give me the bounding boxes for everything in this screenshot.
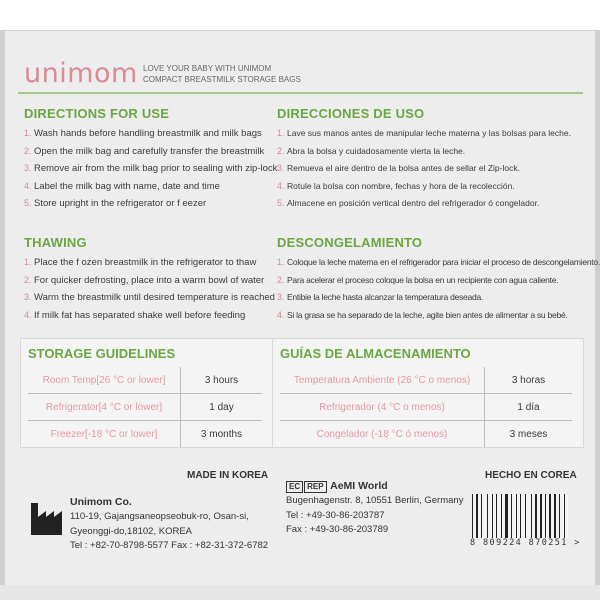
barcode-bar (564, 494, 565, 538)
barcode-bar (498, 494, 500, 538)
manufacturer-line-3: Tel : +82-70-8798-5577 Fax : +82-31-372-6782 (70, 540, 269, 551)
list-item: 1. Place the f ozen breastmilk in the refrigerator to thaw (24, 257, 257, 268)
barcode-bar (481, 494, 482, 538)
directions-en-title: DIRECTIONS FOR USE (24, 106, 170, 121)
barcode-bar (518, 494, 519, 538)
storage-time: 1 día (485, 394, 573, 421)
barcode-number: 8 809224 870251 > (470, 538, 581, 548)
list-item: 3. Remove air from the milk bag prior to sealing with zip-lock (24, 163, 278, 174)
barcode-bar (561, 494, 563, 538)
ec-rep-line-1: Bugenhagenstr. 8, 10551 Berlin, Germany (286, 495, 464, 506)
barcode-bar (479, 494, 480, 538)
barcode-bar (516, 494, 517, 538)
storage-en-title: STORAGE GUIDELINES (28, 346, 176, 361)
barcode-bar (554, 494, 556, 538)
barcode-bar (533, 494, 534, 538)
barcode-bar (566, 494, 567, 538)
barcode-bar (503, 494, 504, 538)
header-divider (18, 92, 583, 94)
list-item: 3. Entibie la leche hasta alcanzar la temperatura deseada. (277, 292, 484, 302)
barcode-bar (549, 494, 552, 538)
table-row (28, 394, 262, 421)
ec-rep-address (286, 478, 463, 538)
storage-es-table (280, 367, 572, 447)
barcode-bar (509, 494, 510, 538)
barcode-bar (505, 494, 508, 538)
box-bottom-edge (0, 585, 600, 600)
barcode-bar (543, 494, 544, 538)
barcode-bar (492, 494, 493, 538)
barcode-bar (494, 494, 495, 538)
barcode-bar (496, 494, 498, 538)
thawing-en-section (24, 235, 274, 324)
barcode-bar (545, 494, 546, 538)
made-in-label: MADE IN KOREA (187, 470, 269, 481)
barcode-bar (483, 494, 486, 538)
storage-place: Temperatura Ambiente (26 °C o menos) (280, 367, 485, 394)
table-row (280, 367, 572, 394)
brand-logo: unimom (24, 58, 138, 89)
list-item: 5. Almacene en posición vertical dentro del refrigerador ó congelador. (277, 198, 540, 208)
ec-rep-name: AeMI World (330, 480, 388, 492)
barcode-bar (525, 494, 526, 538)
list-item: 1. Lave sus manos antes de manipular leche materna y las bolsas para leche. (277, 128, 571, 138)
barcode-bar (474, 494, 475, 538)
thawing-en-title: THAWING (24, 235, 87, 250)
ec-rep-line-2: Tel : +49-30-86-203787 (286, 509, 385, 521)
manufacturer-line-1: 110-19, Gajangsaneopseobuk-ro, Osan-si, (70, 511, 249, 522)
list-item: 4. Rotule la bolsa con nombre, fechas y hora de la recolección. (277, 180, 515, 191)
slogan-line-2: COMPACT BREASTMILK STORAGE BAGS (143, 75, 301, 84)
brand-slogan (143, 63, 301, 85)
storage-place: Refrigerator[4 °C or lower] (28, 394, 181, 421)
list-item: 1. Coloque la leche materna en el refrigerador para iniciar el proceso de descongelamiento. (277, 257, 600, 267)
barcode-bar (511, 494, 512, 538)
list-item: 4. If milk fat has separated shake well before feeding (24, 309, 246, 321)
list-item: 4. Si la grasa se ha separado de la leche, agite bien antes de alimentar a su bebé. (277, 309, 568, 320)
storage-place: Freezer[-18 °C or lower] (28, 421, 181, 448)
list-item: 2. For quicker defrosting, place into a warm bowl of water (24, 274, 265, 286)
storage-time: 3 hours (181, 367, 263, 394)
manufacturer-address (70, 494, 268, 554)
thawing-es-section (277, 235, 600, 324)
list-item: 2. Open the milk bag and carefully transfer the breastmilk (24, 145, 265, 157)
barcode-bar (487, 494, 488, 538)
storage-time: 1 day (181, 394, 263, 421)
barcode-bar (531, 494, 532, 538)
barcode-bar (538, 494, 539, 538)
barcode-bar (520, 494, 521, 538)
directions-es-list (277, 125, 587, 213)
barcode-bar (557, 494, 558, 538)
list-item: 3. Warm the breastmilk until desired temperature is reached (24, 292, 275, 303)
directions-es-title: DIRECCIONES DE USO (277, 106, 425, 121)
storage-place: Refrigerador (4 °C o menos) (280, 394, 485, 421)
list-item: 1. Wash hands before handling breastmilk and milk bags (24, 128, 262, 139)
barcode-bar (476, 494, 478, 538)
barcode-bar (513, 494, 515, 538)
table-row (280, 421, 572, 448)
directions-es-section (277, 106, 587, 213)
barcode-bar (522, 494, 524, 538)
directions-en-list (24, 125, 278, 213)
barcode-bar (501, 494, 502, 538)
list-item: 5. Store upright in the refrigerator or f eezer (24, 198, 207, 209)
storage-place: Room Temp[26 °C or lower] (28, 367, 181, 394)
list-item: 2. Abra la bolsa y cuidadosamente vierta la leche. (277, 145, 466, 156)
storage-es-title: GUÍAS DE ALMACENAMIENTO (280, 346, 471, 361)
list-item: 4. Label the milk bag with name, date and time (24, 180, 220, 192)
table-row (28, 421, 262, 448)
barcode-bar (489, 494, 491, 538)
table-row (280, 394, 572, 421)
storage-time: 3 meses (509, 428, 548, 440)
thawing-en-list (24, 254, 274, 324)
ec-rep-line-3: Fax : +49-30-86-203789 (286, 524, 389, 535)
hecho-en-label: HECHO EN COREA (485, 470, 577, 481)
ec-icon: EC (286, 481, 303, 493)
barcode-bar (472, 494, 473, 538)
barcode-bar (527, 494, 530, 538)
factory-icon (28, 497, 66, 537)
directions-en-section (24, 106, 278, 213)
barcode-bar (552, 494, 553, 538)
barcode-bar (559, 494, 560, 538)
rep-icon: REP (304, 481, 326, 493)
thawing-es-list (277, 254, 600, 324)
barcode (472, 494, 568, 538)
ec-rep-header (286, 478, 463, 494)
thawing-es-title: DESCONGELAMIENTO (277, 235, 423, 250)
manufacturer-name: Unimom Co. (70, 496, 132, 508)
storage-time: 3 horas (485, 367, 573, 394)
list-item: 3. Remueva el aire dentro de la bolsa antes de sellar el Zip-lock. (277, 163, 520, 173)
manufacturer-line-2: Gyeonggi-do,18102, KOREA (70, 525, 192, 537)
table-row (28, 367, 262, 394)
barcode-bar (540, 494, 542, 538)
list-item: 2. Para acelerar el proceso coloque la bolsa en un recipiente con agua caliente. (277, 274, 559, 285)
storage-time: 3 months (200, 428, 243, 440)
barcode-bar (535, 494, 537, 538)
storage-en-table (28, 367, 262, 447)
barcode-bar (547, 494, 548, 538)
storage-place: Congelador (-18 °C ó menos) (280, 421, 485, 448)
slogan-line-1: LOVE YOUR BABY WITH UNIMOM (143, 64, 272, 73)
